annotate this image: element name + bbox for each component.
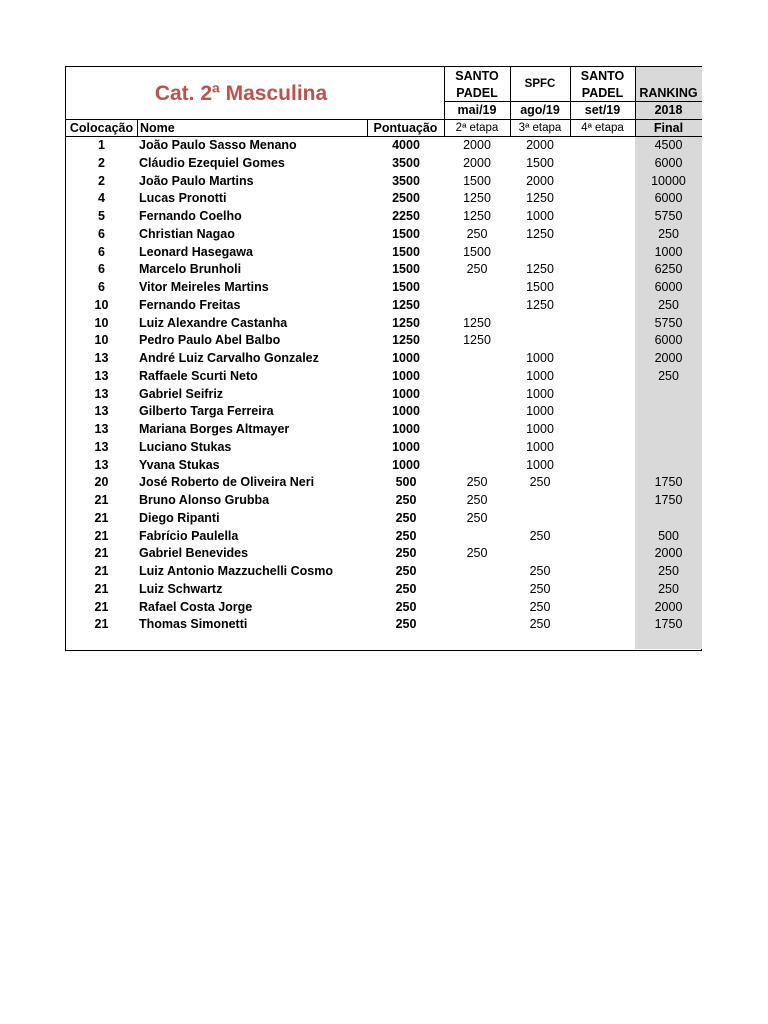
position: 21	[94, 546, 109, 561]
player-name: João Paulo Sasso Menano	[139, 138, 297, 152]
player-name: Bruno Alonso Grubba	[139, 493, 270, 507]
ranking-label: Final	[653, 121, 684, 135]
etapa2-points: 1250	[463, 191, 491, 206]
points: 250	[395, 581, 417, 596]
position: 13	[94, 386, 109, 401]
player-name: Luiz Schwartz	[139, 581, 223, 596]
position: 21	[94, 528, 109, 543]
ranking-final: 6000	[654, 191, 683, 206]
table-row	[66, 545, 702, 563]
player-name: José Roberto de Oliveira Neri	[139, 475, 315, 490]
etapa3-points: 1500	[526, 280, 554, 294]
table-row	[66, 439, 702, 457]
player-name: Luciano Stukas	[139, 439, 232, 454]
ranking-final: 500	[658, 528, 679, 543]
position: 6	[98, 226, 105, 241]
points: 250	[395, 510, 417, 525]
table-row	[66, 315, 702, 333]
points: 250	[395, 599, 417, 614]
ranking-final: 4500	[654, 138, 683, 152]
etapa2-points: 1250	[463, 209, 491, 223]
position: 1	[98, 138, 105, 152]
ranking-final: 2000	[654, 599, 683, 614]
etapa3-points: 250	[529, 617, 551, 632]
etapa2-label: 2ª etapa	[455, 122, 499, 134]
table-row	[66, 492, 702, 510]
position: 13	[94, 439, 109, 454]
player-name: Luiz Alexandre Castanha	[139, 315, 288, 330]
etapa3-points: 1500	[526, 155, 554, 170]
player-name: Vitor Meireles Martins	[139, 280, 269, 294]
col-nome-header: Nome	[140, 121, 175, 135]
etapa3-points: 1000	[526, 386, 554, 401]
ranking-final: 250	[658, 297, 679, 312]
points: 3500	[392, 173, 420, 188]
etapa2-points: 1500	[463, 244, 491, 259]
points: 1500	[392, 280, 420, 294]
table-row	[66, 332, 702, 350]
table-row	[66, 616, 702, 634]
ranking-final: 5750	[654, 315, 683, 330]
etapa2-points: 250	[466, 510, 488, 525]
etapa2-points: 1250	[463, 315, 491, 330]
ranking-final: 1750	[654, 617, 683, 632]
table-row	[66, 350, 702, 368]
ranking-final: 250	[658, 226, 679, 241]
points: 1250	[392, 297, 420, 312]
position: 10	[94, 333, 109, 348]
position: 13	[94, 422, 109, 436]
table-row	[66, 528, 702, 546]
table-row	[66, 474, 702, 492]
points: 250	[395, 546, 417, 561]
ranking-final: 2000	[654, 546, 683, 561]
position: 2	[98, 155, 105, 170]
position: 13	[94, 404, 109, 419]
player-name: Pedro Paulo Abel Balbo	[139, 333, 281, 348]
etapa3-venue: SPFC	[524, 78, 556, 90]
points: 2500	[392, 191, 420, 206]
position: 5	[98, 209, 105, 223]
etapa2-venue: SANTO PADEL	[455, 69, 499, 100]
etapa3-points: 250	[529, 475, 551, 490]
points: 1000	[392, 368, 420, 383]
etapa2-points: 2000	[463, 155, 491, 170]
points: 1250	[392, 315, 420, 330]
points: 1000	[392, 351, 420, 365]
etapa4-label: 4ª etapa	[581, 122, 624, 134]
player-name: André Luiz Carvalho Gonzalez	[139, 351, 319, 365]
etapa4-date: set/19	[584, 103, 621, 117]
table-row	[66, 137, 702, 155]
grid-line	[66, 119, 702, 120]
position: 20	[94, 475, 109, 490]
position: 21	[94, 564, 109, 578]
etapa2-date: mai/19	[457, 103, 497, 117]
points: 1000	[392, 404, 420, 419]
player-name: Mariana Borges Altmayer	[139, 422, 290, 436]
etapa3-points: 2000	[526, 173, 554, 188]
player-name: Diego Ripanti	[139, 510, 220, 525]
table-row	[66, 244, 702, 262]
player-name: Cláudio Ezequiel Gomes	[139, 155, 285, 170]
points: 1500	[392, 226, 420, 241]
ranking-title: RANKING	[639, 86, 698, 100]
points: 500	[395, 475, 417, 490]
position: 6	[98, 244, 105, 259]
player-name: Gabriel Benevides	[139, 546, 249, 561]
etapa3-points: 1000	[526, 368, 554, 383]
points: 1000	[392, 439, 420, 454]
etapa2-points: 250	[466, 475, 488, 490]
etapa2-points: 1500	[463, 173, 491, 188]
etapa3-points: 1000	[526, 422, 554, 436]
ranking-final: 2000	[654, 351, 683, 365]
position: 13	[94, 368, 109, 383]
table-row	[66, 155, 702, 173]
points: 250	[395, 528, 417, 543]
ranking-final: 5750	[654, 209, 683, 223]
position: 13	[94, 351, 109, 365]
etapa3-points: 1250	[526, 297, 554, 312]
points: 250	[395, 617, 417, 632]
etapa3-points: 1000	[526, 404, 554, 419]
etapa2-points: 250	[466, 226, 488, 241]
position: 21	[94, 617, 109, 632]
player-name: João Paulo Martins	[139, 173, 254, 188]
etapa3-points: 1250	[526, 191, 554, 206]
position: 6	[98, 280, 105, 294]
ranking-final: 6000	[654, 333, 683, 348]
etapa3-points: 250	[529, 581, 551, 596]
table-row	[66, 190, 702, 208]
player-name: Fabrício Paulella	[139, 528, 239, 543]
player-name: Christian Nagao	[139, 226, 235, 241]
etapa2-points: 250	[466, 546, 488, 561]
position: 10	[94, 297, 109, 312]
table-row	[66, 226, 702, 244]
table-row	[66, 599, 702, 617]
etapa3-points: 1000	[526, 209, 554, 223]
player-name: Fernando Coelho	[139, 209, 242, 223]
etapa3-points: 2000	[526, 138, 554, 152]
page-title: Cat. 2ª Masculina	[154, 82, 328, 105]
etapa3-date: ago/19	[520, 103, 560, 117]
points: 4000	[392, 138, 420, 152]
player-name: Marcelo Brunholi	[139, 262, 242, 277]
ranking-final: 1000	[654, 244, 683, 259]
etapa4-venue: SANTO PADEL	[580, 69, 625, 100]
table-row	[66, 403, 702, 421]
table-row	[66, 208, 702, 226]
player-name: Rafael Costa Jorge	[139, 599, 253, 614]
grid-line	[137, 119, 138, 136]
table-row	[66, 581, 702, 599]
position: 21	[94, 581, 109, 596]
etapa2-points: 250	[466, 493, 488, 507]
ranking-final: 6000	[654, 280, 683, 294]
player-name: Gilberto Targa Ferreira	[139, 404, 274, 419]
etapa2-points: 2000	[463, 138, 491, 152]
table-row	[66, 457, 702, 475]
ranking-final: 10000	[651, 173, 686, 188]
etapa3-points: 1250	[526, 262, 554, 277]
ranking-final: 1750	[654, 493, 683, 507]
points: 1500	[392, 244, 420, 259]
position: 21	[94, 493, 109, 507]
points: 1500	[392, 262, 420, 277]
points: 1000	[392, 386, 420, 401]
position: 4	[98, 191, 105, 206]
table-row	[66, 297, 702, 315]
position: 13	[94, 457, 109, 472]
table-row	[66, 173, 702, 191]
etapa3-label: 3ª etapa	[518, 122, 562, 134]
position: 2	[98, 173, 105, 188]
player-name: Leonard Hasegawa	[139, 244, 253, 259]
etapa3-points: 1000	[526, 439, 554, 454]
points: 250	[395, 493, 417, 507]
position: 10	[94, 315, 109, 330]
points: 2250	[392, 209, 420, 223]
position: 21	[94, 599, 109, 614]
col-colocacao-header: Colocação	[69, 121, 134, 135]
player-name: Fernando Freitas	[139, 297, 241, 312]
ranking-year: 2018	[654, 103, 683, 117]
ranking-sheet	[65, 66, 702, 651]
etapa3-points: 1000	[526, 351, 554, 365]
position: 21	[94, 510, 109, 525]
col-pontuacao-header: Pontuação	[373, 121, 438, 135]
player-name: Thomas Simonetti	[139, 617, 248, 632]
table-row	[66, 279, 702, 297]
points: 1000	[392, 422, 420, 436]
etapa3-points: 1000	[526, 457, 554, 472]
table-row	[66, 510, 702, 528]
etapa3-points: 1250	[526, 226, 554, 241]
player-name: Gabriel Seifriz	[139, 386, 224, 401]
table-row	[66, 563, 702, 581]
etapa2-points: 250	[466, 262, 488, 277]
ranking-final: 250	[658, 368, 679, 383]
ranking-final: 6000	[654, 155, 683, 170]
player-name: Luiz Antonio Mazzuchelli Cosmo	[139, 564, 333, 578]
points: 3500	[392, 155, 420, 170]
table-row	[66, 421, 702, 439]
player-name: Raffaele Scurti Neto	[139, 368, 258, 383]
table-row	[66, 386, 702, 404]
etapa3-points: 250	[529, 528, 551, 543]
ranking-final: 250	[658, 564, 679, 578]
table-row	[66, 261, 702, 279]
ranking-final: 250	[658, 581, 679, 596]
ranking-final: 1750	[654, 475, 683, 490]
points: 250	[395, 564, 417, 578]
player-name: Lucas Pronotti	[139, 191, 227, 206]
ranking-final: 6250	[654, 262, 683, 277]
points: 1250	[392, 333, 420, 348]
position: 6	[98, 262, 105, 277]
etapa3-points: 250	[529, 599, 551, 614]
points: 1000	[392, 457, 420, 472]
player-name: Yvana Stukas	[139, 457, 220, 472]
table-row	[66, 368, 702, 386]
etapa3-points: 250	[529, 564, 551, 578]
etapa2-points: 1250	[463, 333, 491, 348]
